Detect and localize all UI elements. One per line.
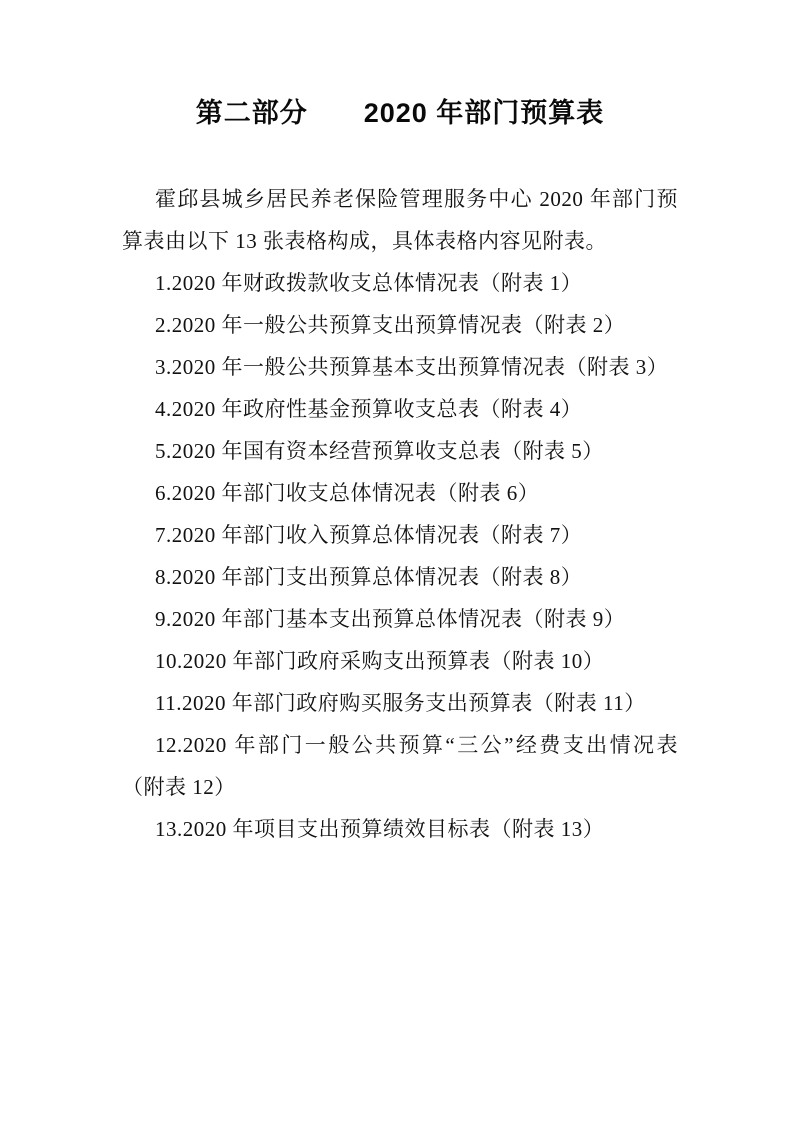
table-list-item-1: 1.2020 年财政拨款收支总体情况表（附表 1） xyxy=(155,271,583,295)
table-list-item-6: 6.2020 年部门收支总体情况表（附表 6） xyxy=(155,481,540,505)
table-list-item-7: 7.2020 年部门收入预算总体情况表（附表 7） xyxy=(155,523,583,547)
table-list-item-13: 13.2020 年项目支出预算绩效目标表（附表 13） xyxy=(155,817,605,841)
table-list-item-9: 9.2020 年部门基本支出预算总体情况表（附表 9） xyxy=(155,607,626,631)
table-list-item-10: 10.2020 年部门政府采购支出预算表（附表 10） xyxy=(155,649,605,673)
table-list-item-8: 8.2020 年部门支出预算总体情况表（附表 8） xyxy=(155,565,583,589)
table-list-item-2: 2.2020 年一般公共预算支出预算情况表（附表 2） xyxy=(155,313,626,337)
table-list-item-11: 11.2020 年部门政府购买服务支出预算表（附表 11） xyxy=(155,691,646,715)
table-list-item-12: 12.2020 年部门一般公共预算“三公”经费支出情况表（附表 12） xyxy=(122,733,678,799)
intro-paragraph: 霍邱县城乡居民养老保险管理服务中心 2020 年部门预算表由以下 13 张表格构成，具体表格内容见附表。 xyxy=(122,187,678,253)
page-title: 第二部分 2020 年部门预算表 xyxy=(195,98,605,128)
table-list-item-3: 3.2020 年一般公共预算基本支出预算情况表（附表 3） xyxy=(155,355,669,379)
table-list-item-4: 4.2020 年政府性基金预算收支总表（附表 4） xyxy=(155,397,583,421)
table-list-item-5: 5.2020 年国有资本经营预算收支总表（附表 5） xyxy=(155,439,604,463)
